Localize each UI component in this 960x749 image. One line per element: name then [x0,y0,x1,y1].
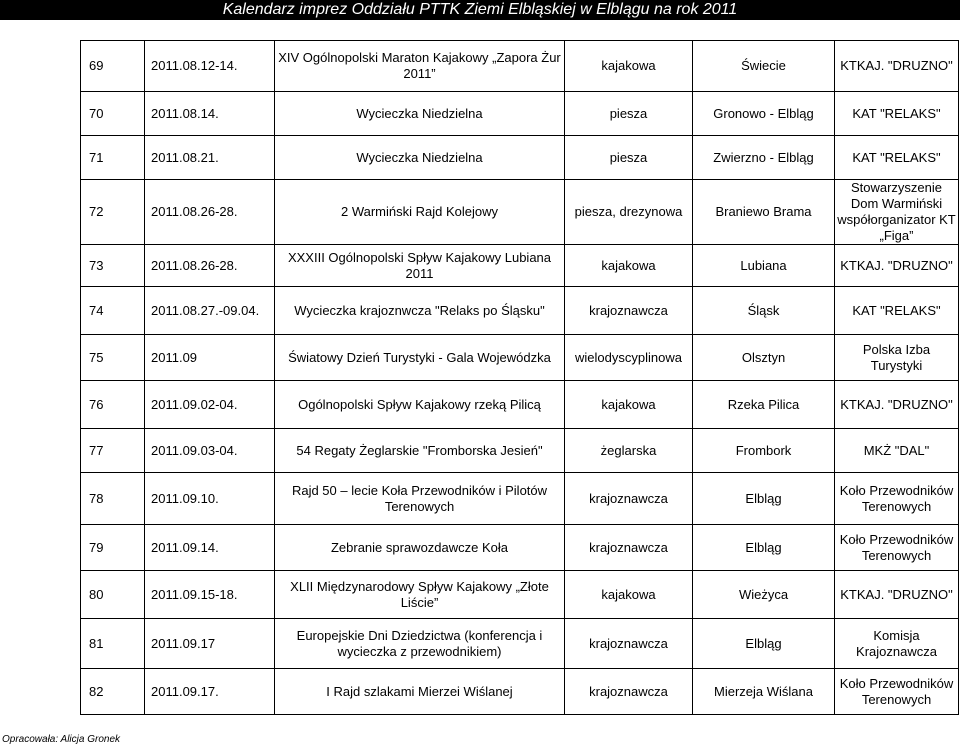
row-date: 2011.08.27.-09.04. [145,287,275,335]
row-organizer: KAT "RELAKS" [835,136,959,180]
row-number: 80 [81,571,145,619]
row-date: 2011.08.26-28. [145,245,275,287]
table-row [81,571,959,619]
table-row [81,473,959,525]
row-date: 2011.09.10. [145,473,275,525]
row-place: Braniewo Brama [693,180,835,245]
row-place: Elbląg [693,619,835,669]
row-organizer: KTKAJ. "DRUZNO" [835,381,959,429]
row-number: 72 [81,180,145,245]
row-place: Olsztyn [693,335,835,381]
row-event-type: krajoznawcza [565,669,693,715]
events-table [80,40,959,715]
row-date: 2011.09 [145,335,275,381]
row-number: 76 [81,381,145,429]
row-date: 2011.09.15-18. [145,571,275,619]
row-date: 2011.08.21. [145,136,275,180]
table-row [81,335,959,381]
row-date: 2011.08.26-28. [145,180,275,245]
row-event-name: Ogólnopolski Spływ Kajakowy rzeką Pilicą [275,381,565,429]
table-row [81,287,959,335]
row-place: Gronowo - Elbląg [693,92,835,136]
row-event-name: Światowy Dzień Turystyki - Gala Wojewódzka [275,335,565,381]
row-event-type: piesza [565,136,693,180]
row-event-name: Zebranie sprawozdawcze Koła [275,525,565,571]
row-event-type: kajakowa [565,41,693,92]
row-date: 2011.09.02-04. [145,381,275,429]
row-organizer: Polska Izba Turystyki [835,335,959,381]
row-event-type: krajoznawcza [565,287,693,335]
row-event-type: żeglarska [565,429,693,473]
row-event-type: piesza [565,92,693,136]
row-organizer: Koło Przewodników Terenowych [835,525,959,571]
table-row [81,429,959,473]
row-number: 82 [81,669,145,715]
row-date: 2011.09.17. [145,669,275,715]
table-row [81,41,959,92]
row-event-name: I Rajd szlakami Mierzei Wiślanej [275,669,565,715]
row-place: Wieżyca [693,571,835,619]
row-place: Frombork [693,429,835,473]
row-organizer: KTKAJ. "DRUZNO" [835,571,959,619]
row-place: Elbląg [693,525,835,571]
row-place: Świecie [693,41,835,92]
row-place: Rzeka Pilica [693,381,835,429]
table-row [81,619,959,669]
row-event-type: wielodyscyplinowa [565,335,693,381]
row-place: Elbląg [693,473,835,525]
row-event-type: kajakowa [565,381,693,429]
row-event-name: Rajd 50 – lecie Koła Przewodników i Pilotów Terenowych [275,473,565,525]
row-number: 75 [81,335,145,381]
row-event-type: kajakowa [565,245,693,287]
row-date: 2011.08.14. [145,92,275,136]
row-place: Zwierzno - Elbląg [693,136,835,180]
row-event-type: krajoznawcza [565,525,693,571]
row-event-type: kajakowa [565,571,693,619]
table-row [81,180,959,245]
row-number: 78 [81,473,145,525]
row-organizer: MKŻ "DAL" [835,429,959,473]
table-row [81,92,959,136]
row-event-name: Europejskie Dni Dziedzictwa (konferencja i wycieczka z przewodnikiem) [275,619,565,669]
page-header [0,0,960,20]
table-row [81,381,959,429]
row-event-type: krajoznawcza [565,619,693,669]
row-place: Mierzeja Wiślana [693,669,835,715]
page-title: Kalendarz imprez Oddziału PTTK Ziemi Elbląskiej w Elblągu na rok 2011 [222,1,738,18]
row-number: 77 [81,429,145,473]
row-date: 2011.09.14. [145,525,275,571]
row-date: 2011.08.12-14. [145,41,275,92]
row-organizer: KTKAJ. "DRUZNO" [835,245,959,287]
row-organizer: Komisja Krajoznawcza [835,619,959,669]
footer-author: Opracowała: Alicja Gronek [2,734,121,745]
row-number: 69 [81,41,145,92]
row-number: 74 [81,287,145,335]
row-date: 2011.09.17 [145,619,275,669]
row-organizer: Koło Przewodników Terenowych [835,473,959,525]
row-place: Śląsk [693,287,835,335]
row-event-name: Wycieczka krajoznwcza "Relaks po Śląsku" [275,287,565,335]
row-event-name: 54 Regaty Żeglarskie "Fromborska Jesień" [275,429,565,473]
row-organizer: Stowarzyszenie Dom Warmiński współorganizator KT „Figa” [835,180,959,245]
row-event-name: XLII Międzynarodowy Spływ Kajakowy „Złote Liście” [275,571,565,619]
table-row [81,136,959,180]
row-event-type: piesza, drezynowa [565,180,693,245]
row-organizer: KAT "RELAKS" [835,92,959,136]
row-event-name: 2 Warmiński Rajd Kolejowy [275,180,565,245]
row-number: 71 [81,136,145,180]
row-number: 70 [81,92,145,136]
row-number: 79 [81,525,145,571]
table-row [81,245,959,287]
row-event-name: Wycieczka Niedzielna [275,92,565,136]
row-organizer: Koło Przewodników Terenowych [835,669,959,715]
row-organizer: KTKAJ. "DRUZNO" [835,41,959,92]
row-event-name: XIV Ogólnopolski Maraton Kajakowy „Zapora Żur 2011” [275,41,565,92]
table-row [81,525,959,571]
row-event-name: XXXIII Ogólnopolski Spływ Kajakowy Lubiana 2011 [275,245,565,287]
row-event-type: krajoznawcza [565,473,693,525]
row-place: Lubiana [693,245,835,287]
row-organizer: KAT "RELAKS" [835,287,959,335]
row-number: 81 [81,619,145,669]
row-number: 73 [81,245,145,287]
row-event-name: Wycieczka Niedzielna [275,136,565,180]
row-date: 2011.09.03-04. [145,429,275,473]
table-row [81,669,959,715]
